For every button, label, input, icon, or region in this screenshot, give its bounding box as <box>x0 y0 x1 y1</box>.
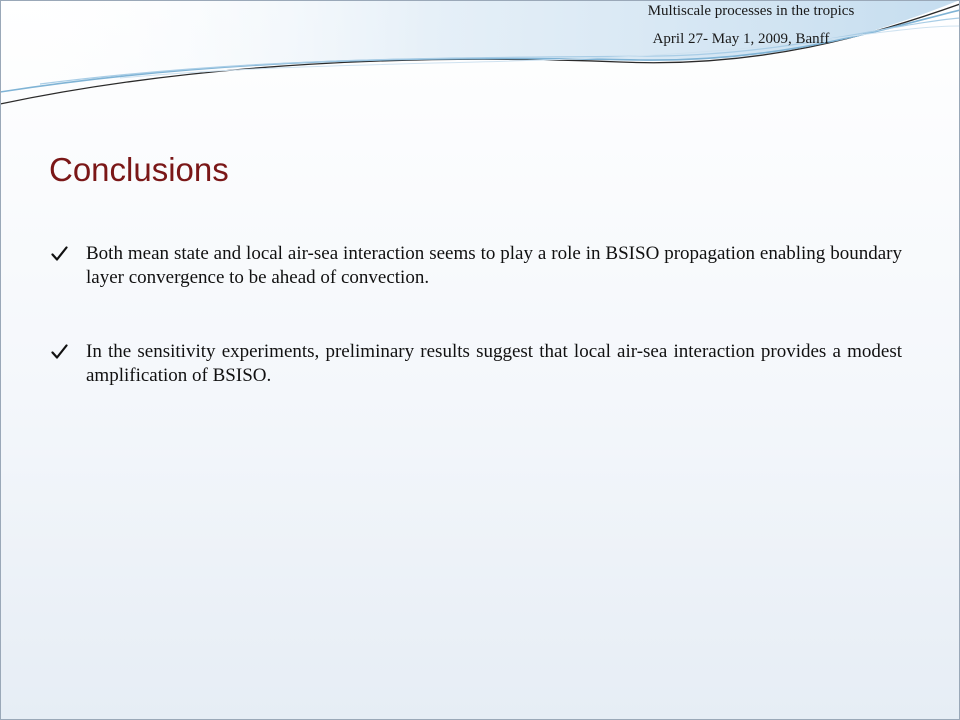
slide-title: Conclusions <box>49 151 229 188</box>
bullet-text: Both mean state and local air-sea interaction seems to play a role in BSISO propagation enabling boundary layer convergence to be ahead of convection. <box>86 243 902 288</box>
bullet-item <box>49 340 902 388</box>
conclusions-list <box>49 242 902 388</box>
check-icon <box>51 246 68 262</box>
bullet-text: In the sensitivity experiments, preliminary results suggest that local air-sea interaction provides a modest amplification of BSISO. <box>86 341 902 386</box>
check-icon <box>51 344 68 360</box>
event-dates: April 27- May 1, 2009, Banff <box>652 31 830 47</box>
event-name: Multiscale processes in the tropics <box>647 3 855 19</box>
bullet-item <box>49 242 902 290</box>
